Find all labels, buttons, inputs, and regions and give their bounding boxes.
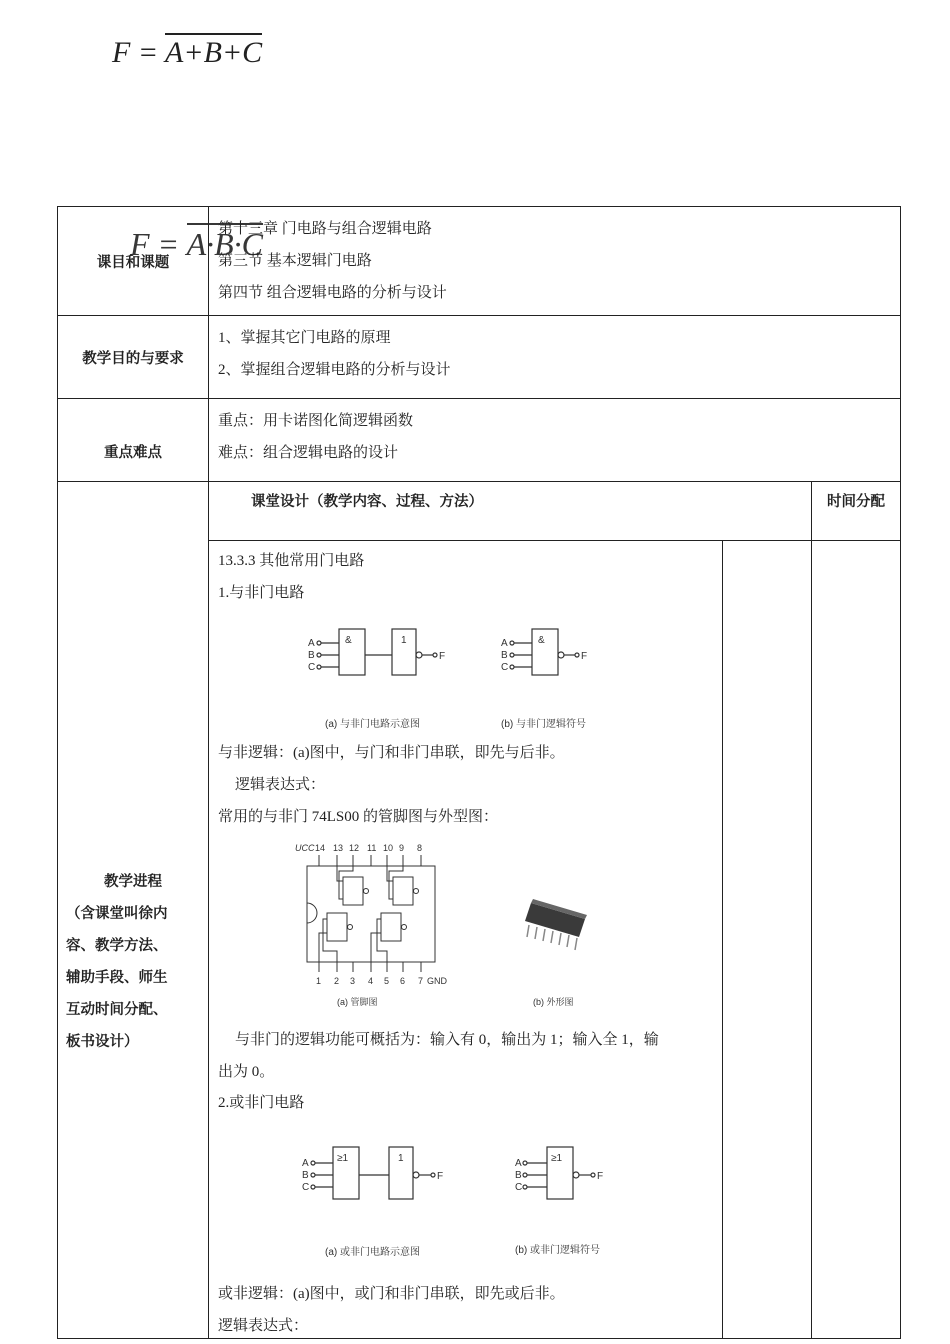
chip-photo — [525, 899, 587, 950]
header-time: 时间分配 — [812, 482, 901, 541]
chip-pin-3: 3 — [350, 976, 356, 986]
chip-pin-5: 5 — [384, 976, 390, 986]
nand-a-in-b: B — [308, 650, 315, 661]
chip-pin-14: 14 — [315, 843, 326, 853]
nor-figure — [299, 1141, 619, 1257]
chip-a-caption: (a) 管脚图 — [337, 997, 378, 1007]
lesson-plan-table — [57, 206, 901, 1339]
nand-a-in-a: A — [308, 638, 315, 649]
nand-b-caption: (b) 与非门逻辑符号 — [501, 719, 586, 730]
progress-label-title: 教学进程 — [104, 874, 162, 890]
nor-a-out: F — [437, 1171, 444, 1182]
nor-b-in-a: A — [515, 1158, 522, 1169]
nor-expr-label: 逻辑表达式： — [218, 1318, 309, 1334]
goals-line-2: 2、掌握组合逻辑电路的分析与设计 — [218, 362, 451, 378]
topic-line-1: 第十三章 门电路与组合逻辑电路 — [218, 221, 432, 237]
nor-a-or: ≥1 — [337, 1153, 349, 1164]
keypoints-line-2: 难点：组合逻辑电路的设计 — [218, 445, 399, 461]
nand-a-not: 1 — [401, 635, 407, 646]
nand-logic: 与非逻辑：(a)图中，与门和非门串联，即先与后非。 — [218, 745, 565, 761]
formula-overlay-rhs: A·B·C — [187, 223, 263, 262]
progress-label-line-1: （含课堂叫徐内 — [66, 906, 168, 922]
inner-divider — [722, 541, 723, 1338]
progress-label-line-2: 容、教学方法、 — [66, 938, 168, 954]
chip-figure — [295, 841, 605, 1009]
formula-top-rhs: A+B+C — [165, 33, 262, 69]
keypoints-line-1: 重点：用卡诺图化简逻辑函数 — [218, 413, 414, 429]
nor-a-in-b: B — [302, 1170, 309, 1181]
nand-chip-text: 常用的与非门 74LS00 的管脚图与外型图： — [218, 809, 499, 825]
chip-pin-13: 13 — [333, 843, 344, 853]
chip-pin-10: 10 — [383, 843, 394, 853]
progress-label-line-4: 互动时间分配、 — [66, 1002, 168, 1018]
chip-pin-4: 4 — [368, 976, 374, 986]
nand-expr-label: 逻辑表达式： — [235, 777, 326, 793]
nand-b-in-c: C — [501, 662, 509, 673]
nor-a-in-a: A — [302, 1158, 309, 1169]
topic-line-3: 第四节 组合逻辑电路的分析与设计 — [218, 285, 447, 301]
progress-label-line-5: 板书设计） — [66, 1034, 139, 1050]
chip-gnd: GND — [427, 976, 447, 986]
chip-b-caption: (b) 外形图 — [533, 997, 574, 1007]
label-progress — [58, 482, 209, 1339]
nand-a-out: F — [439, 651, 446, 662]
progress-label-line-3: 辅助手段、师生 — [66, 970, 168, 986]
nor-b-out: F — [597, 1171, 604, 1182]
chip-pin-7: 7 — [418, 976, 424, 986]
nand-a-and: & — [345, 635, 352, 646]
row-keypoints — [58, 399, 901, 482]
nand-b-out: F — [581, 651, 588, 662]
goals-line-1: 1、掌握其它门电路的原理 — [218, 330, 391, 346]
label-goals: 教学目的与要求 — [58, 316, 209, 399]
nand-b-in-b: B — [501, 650, 508, 661]
chip-pin-11: 11 — [367, 843, 377, 853]
chip-pin-8: 8 — [417, 843, 423, 853]
nor-logic: 或非逻辑：(a)图中，或门和非门串联，即先或后非。 — [218, 1286, 565, 1302]
nor-b-caption: (b) 或非门逻辑符号 — [515, 1245, 600, 1256]
formula-top: F = A+B+C — [112, 36, 262, 70]
nor-b-in-b: B — [515, 1170, 522, 1181]
nor-a-in-c: C — [302, 1182, 310, 1193]
row-progress-header — [58, 482, 901, 541]
nand-summary-2: 出为 0。 — [218, 1064, 275, 1080]
nor-a-caption: (a) 或非门电路示意图 — [325, 1247, 420, 1257]
chip-pin-2: 2 — [334, 976, 340, 986]
nand-b-and: & — [538, 635, 545, 646]
nand-b-in-a: A — [501, 638, 508, 649]
cell-topic — [209, 207, 901, 316]
nor-title: 2.或非门电路 — [218, 1095, 305, 1111]
chip-pin-6: 6 — [400, 976, 406, 986]
header-design: 课堂设计（教学内容、过程、方法） — [209, 482, 812, 541]
chip-pin-9: 9 — [399, 843, 405, 853]
cell-time — [812, 541, 901, 1339]
nand-figure — [305, 621, 615, 737]
formula-overlay: F = A·B·C — [130, 226, 263, 263]
cell-keypoints — [209, 399, 901, 482]
chip-pin-1: 1 — [316, 976, 322, 986]
nor-a-not: 1 — [398, 1153, 404, 1164]
nand-title: 1.与非门电路 — [218, 585, 305, 601]
row-goals — [58, 316, 901, 399]
nand-a-caption: (a) 与非门电路示意图 — [325, 719, 420, 730]
nand-a-in-c: C — [308, 662, 316, 673]
nor-b-or: ≥1 — [551, 1153, 563, 1164]
label-topic: 课目和课题 — [58, 207, 209, 316]
label-keypoints: 重点难点 — [58, 399, 209, 482]
topic-line-2: 第三节 基本逻辑门电路 — [218, 253, 372, 269]
cell-goals — [209, 316, 901, 399]
nand-summary-1: 与非门的逻辑功能可概括为：输入有 0，输出为 1；输入全 1，输 — [235, 1032, 659, 1048]
nor-b-in-c: C — [515, 1182, 523, 1193]
cell-content — [209, 541, 812, 1339]
section-title: 13.3.3 其他常用门电路 — [218, 553, 365, 569]
chip-vcc: UCC — [295, 843, 315, 853]
chip-pin-12: 12 — [349, 843, 360, 853]
